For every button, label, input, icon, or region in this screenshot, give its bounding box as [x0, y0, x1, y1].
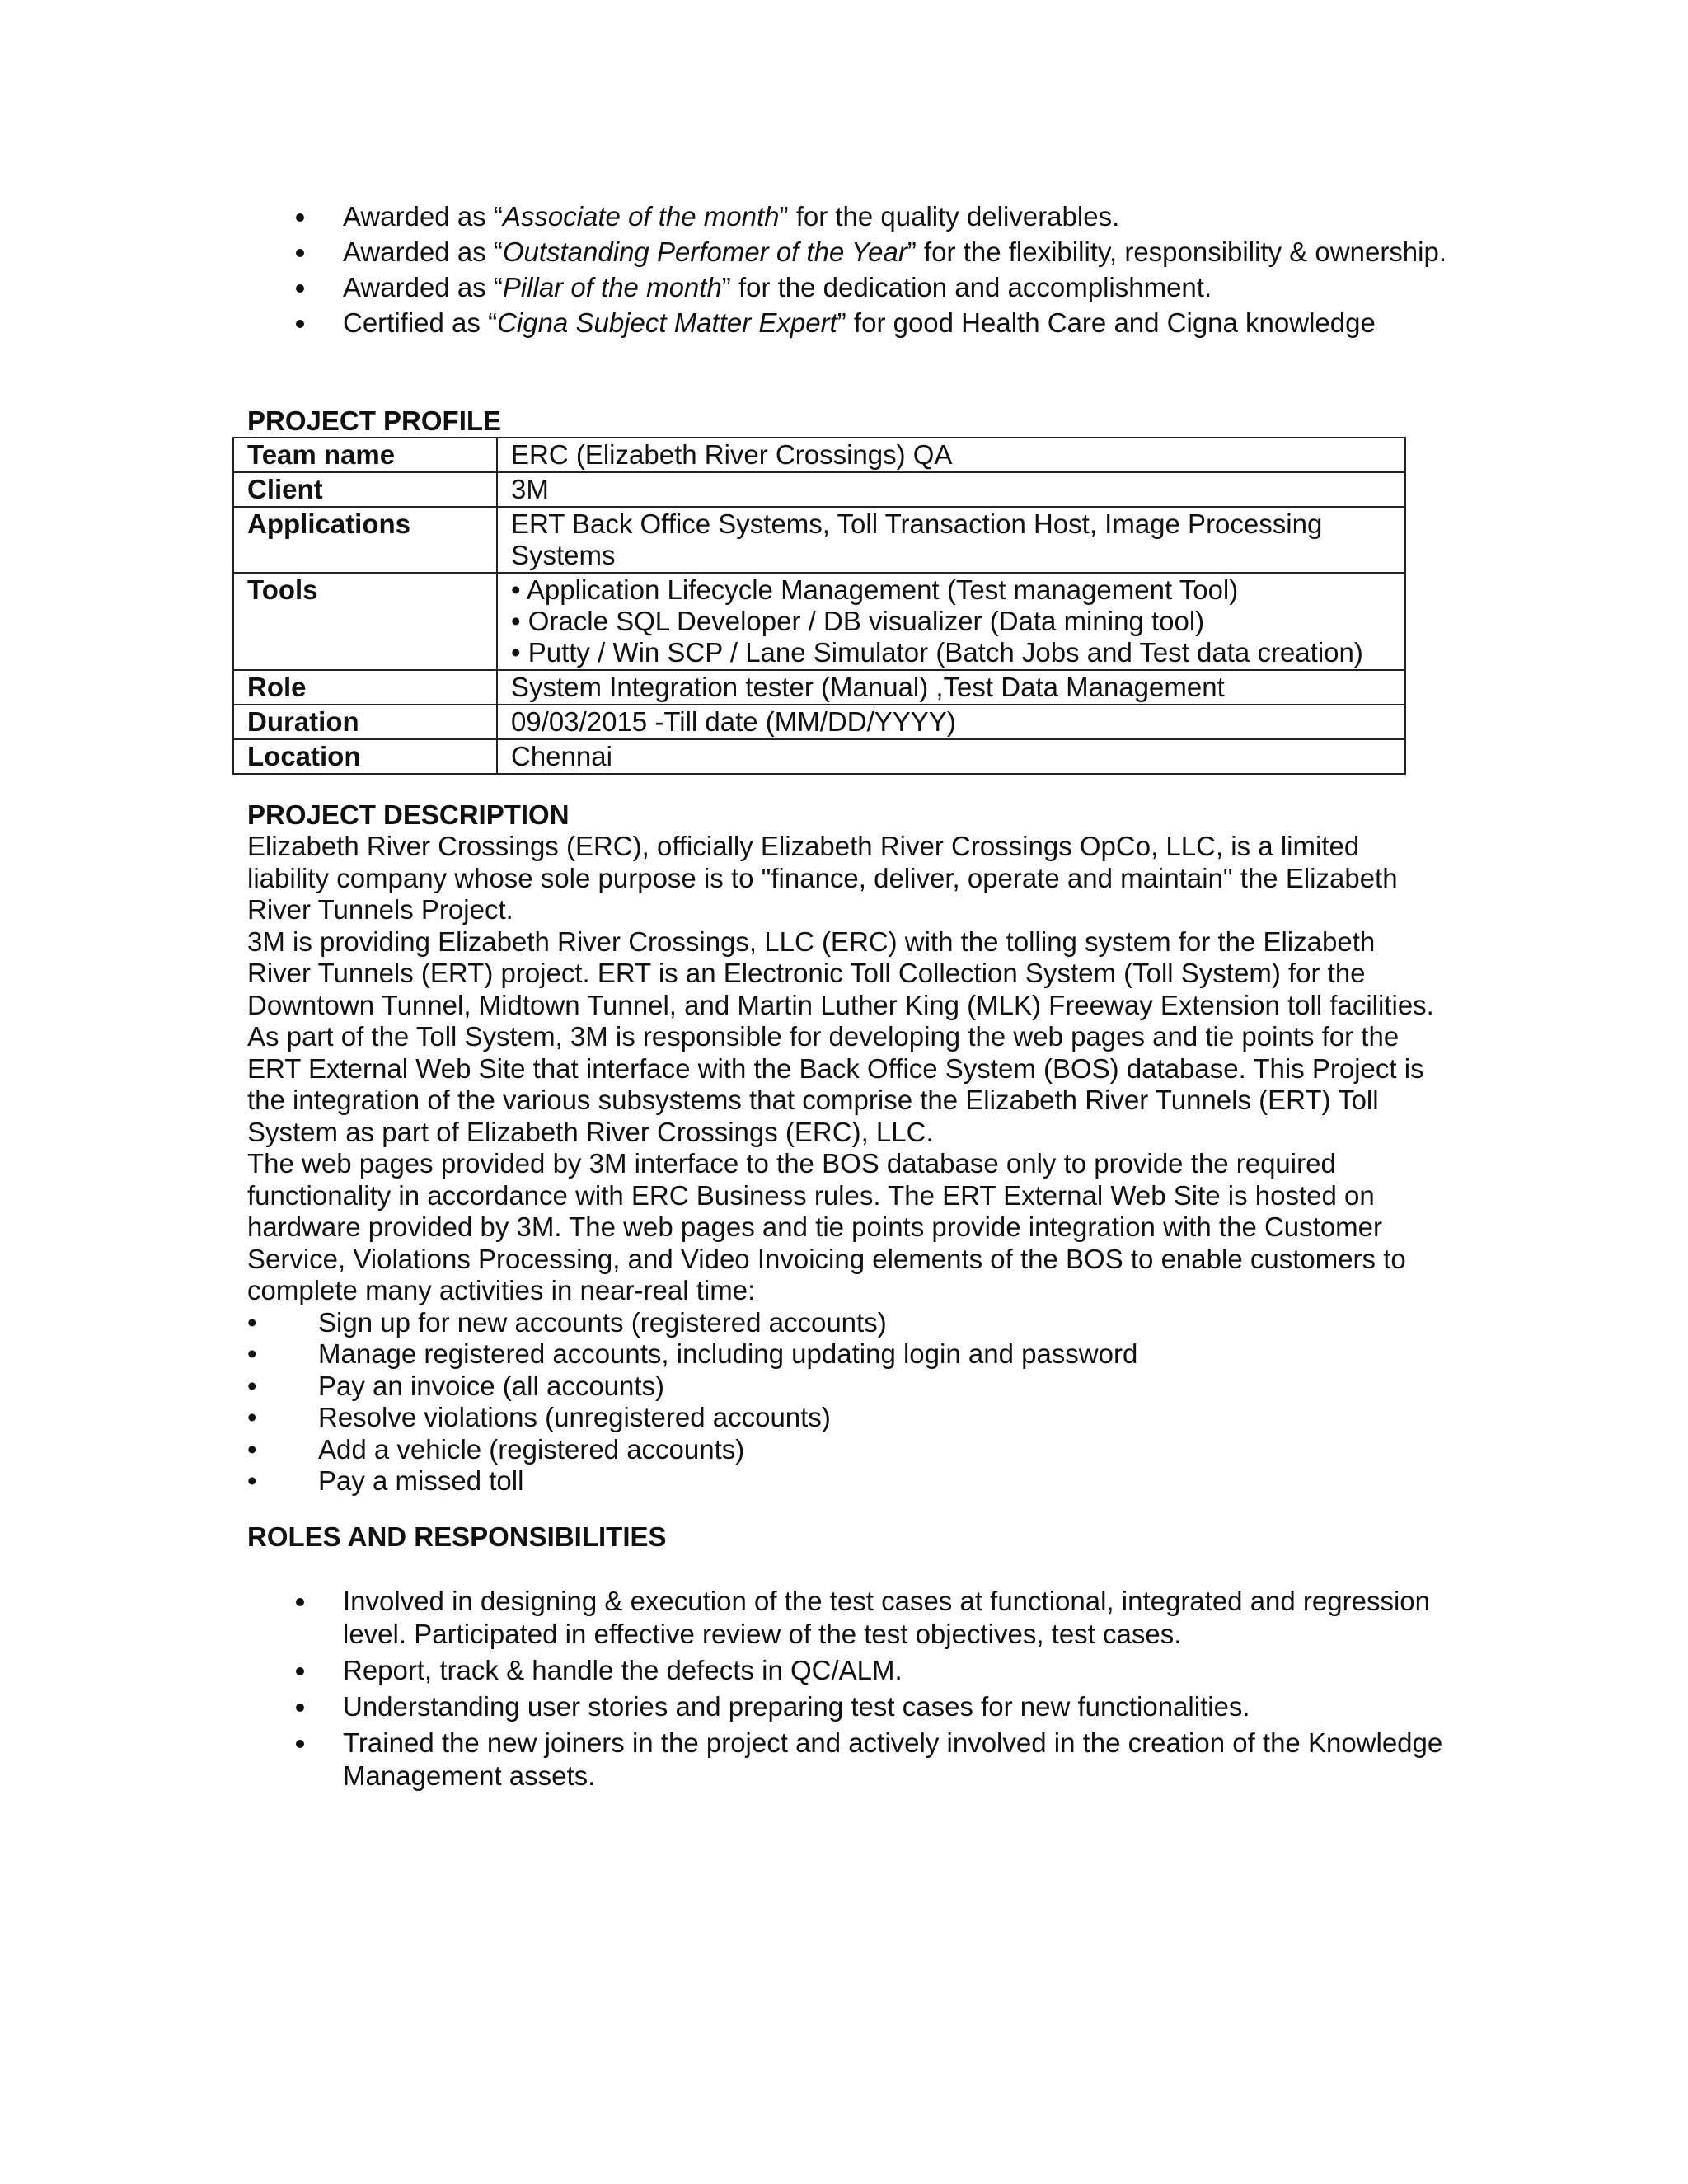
list-item	[293, 1585, 1464, 1651]
award-prefix: Awarded as “	[343, 272, 503, 302]
award-suffix: ” for the quality deliverables.	[779, 201, 1120, 232]
award-prefix: Certified as “	[343, 307, 498, 338]
roles-heading: ROLES AND RESPONSIBILITIES	[247, 1521, 667, 1552]
award-suffix: ” for good Health Care and Cigna knowledge	[837, 307, 1376, 338]
bullet-icon: •	[247, 1370, 257, 1401]
bullet-icon: •	[247, 1402, 257, 1432]
award-title: Cigna Subject Matter Expert	[497, 307, 837, 338]
role-text: Understanding user stories and preparing test cases for new functionalities.	[343, 1691, 1250, 1722]
tool-item: • Oracle SQL Developer / DB visualizer (Data mining tool)	[511, 606, 1205, 636]
table-row	[233, 438, 1405, 472]
row-key-applications: Applications	[233, 507, 497, 573]
bullet-icon: •	[247, 1338, 257, 1369]
table-row	[233, 705, 1405, 739]
row-value-duration: 09/03/2015 -Till date (MM/DD/YYYY)	[497, 705, 1405, 739]
description-paragraph: The web pages provided by 3M interface to the BOS database only to provide the required functionality in accordance with ERC Business rules. The ERT External Web Site is hosted on hardware provided by 3M. The web pages and tie points provide integration with the Customer Service, Violations Processing, and Video Invoicing elements of the BOS to enable customers to complete many activities in near-real time:	[247, 1148, 1406, 1305]
role-text: Report, track & handle the defects in QC/ALM.	[343, 1655, 903, 1685]
feature-text: Resolve violations (unregistered accounts)	[318, 1402, 831, 1432]
bullet-icon: •	[247, 1465, 257, 1496]
bullet-icon: •	[247, 1433, 257, 1465]
award-title: Pillar of the month	[502, 272, 722, 302]
row-value-applications: ERT Back Office Systems, Toll Transaction Host, Image Processing Systems	[497, 507, 1405, 573]
row-key-team: Team name	[233, 438, 497, 472]
tool-item: • Putty / Win SCP / Lane Simulator (Batch Jobs and Test data creation)	[511, 637, 1363, 668]
award-title: Associate of the month	[502, 201, 780, 232]
row-value-role: System Integration tester (Manual) ,Test Data Management	[497, 670, 1405, 705]
role-text: Trained the new joiners in the project and actively involved in the creation of the Knowledge Management assets.	[343, 1727, 1443, 1791]
award-suffix: ” for the dedication and accomplishment.	[721, 272, 1212, 302]
award-item	[293, 272, 1464, 303]
row-value-location: Chennai	[497, 739, 1405, 774]
list-item	[247, 1465, 1434, 1497]
role-text: Involved in designing & execution of the test cases at functional, integrated and regression level. Participated in effective review of the test objectives, test cases.	[343, 1586, 1431, 1649]
description-paragraph: Elizabeth River Crossings (ERC), officially Elizabeth River Crossings OpCo, LLC, is a limited liability company whose sole purpose is to "finance, deliver, operate and maintain" the Elizabeth River Tunnels Project.	[247, 831, 1398, 925]
row-value-tools	[497, 573, 1405, 670]
row-value-client: 3M	[497, 472, 1405, 507]
description-paragraph: 3M is providing Elizabeth River Crossings, LLC (ERC) with the tolling system for the Elizabeth River Tunnels (ERT) project. ERT is an Electronic Toll Collection System (Toll System) for the Downtown Tunnel, Midtown Tunnel, and Martin Luther King (MLK) Freeway Extension toll facilities. As part of the Toll System, 3M is responsible for developing the web pages and tie points for the ERT External Web Site that interface with the Back Office System (BOS) database. This Project is the integration of the various subsystems that comprise the Elizabeth River Tunnels (ERT) Toll System as part of Elizabeth River Crossings (ERC), LLC.	[247, 926, 1434, 1147]
feature-text: Add a vehicle (registered accounts)	[318, 1433, 745, 1465]
row-key-location: Location	[233, 739, 497, 774]
feature-list	[247, 1307, 1434, 1497]
award-prefix: Awarded as “	[343, 201, 503, 232]
row-key-duration: Duration	[233, 705, 497, 739]
award-prefix: Awarded as “	[343, 237, 503, 267]
tool-item: • Application Lifecycle Management (Test management Tool)	[511, 574, 1239, 605]
list-item	[293, 1654, 1464, 1687]
award-item	[293, 307, 1464, 339]
list-item	[247, 1402, 1434, 1434]
table-row	[233, 507, 1405, 573]
list-item	[247, 1434, 1434, 1466]
list-item	[247, 1338, 1434, 1371]
list-item	[293, 1690, 1464, 1723]
project-profile-table	[232, 437, 1406, 775]
feature-text: Sign up for new accounts (registered accounts)	[318, 1306, 887, 1338]
list-item	[293, 1727, 1464, 1793]
table-row	[233, 739, 1405, 774]
project-profile-heading: PROJECT PROFILE	[247, 405, 502, 436]
awards-list	[293, 201, 1464, 343]
bullet-icon: •	[247, 1306, 257, 1338]
row-key-client: Client	[233, 472, 497, 507]
row-value-team: ERC (Elizabeth River Crossings) QA	[497, 438, 1405, 472]
row-key-tools: Tools	[233, 573, 497, 670]
roles-list	[293, 1585, 1464, 1796]
project-description-heading: PROJECT DESCRIPTION	[247, 799, 570, 830]
award-title: Outstanding Perfomer of the Year	[502, 237, 907, 267]
table-row	[233, 472, 1405, 507]
row-key-role: Role	[233, 670, 497, 705]
award-item	[293, 237, 1464, 268]
award-suffix: ” for the flexibility, responsibility & ownership.	[907, 237, 1447, 267]
table-row	[233, 573, 1405, 670]
table-row	[233, 670, 1405, 705]
project-description	[247, 831, 1434, 1497]
list-item	[247, 1371, 1434, 1403]
feature-text: Pay a missed toll	[318, 1465, 524, 1496]
feature-text: Manage registered accounts, including updating login and password	[318, 1338, 1138, 1369]
award-item	[293, 201, 1464, 232]
feature-text: Pay an invoice (all accounts)	[318, 1370, 665, 1401]
list-item	[247, 1307, 1434, 1339]
